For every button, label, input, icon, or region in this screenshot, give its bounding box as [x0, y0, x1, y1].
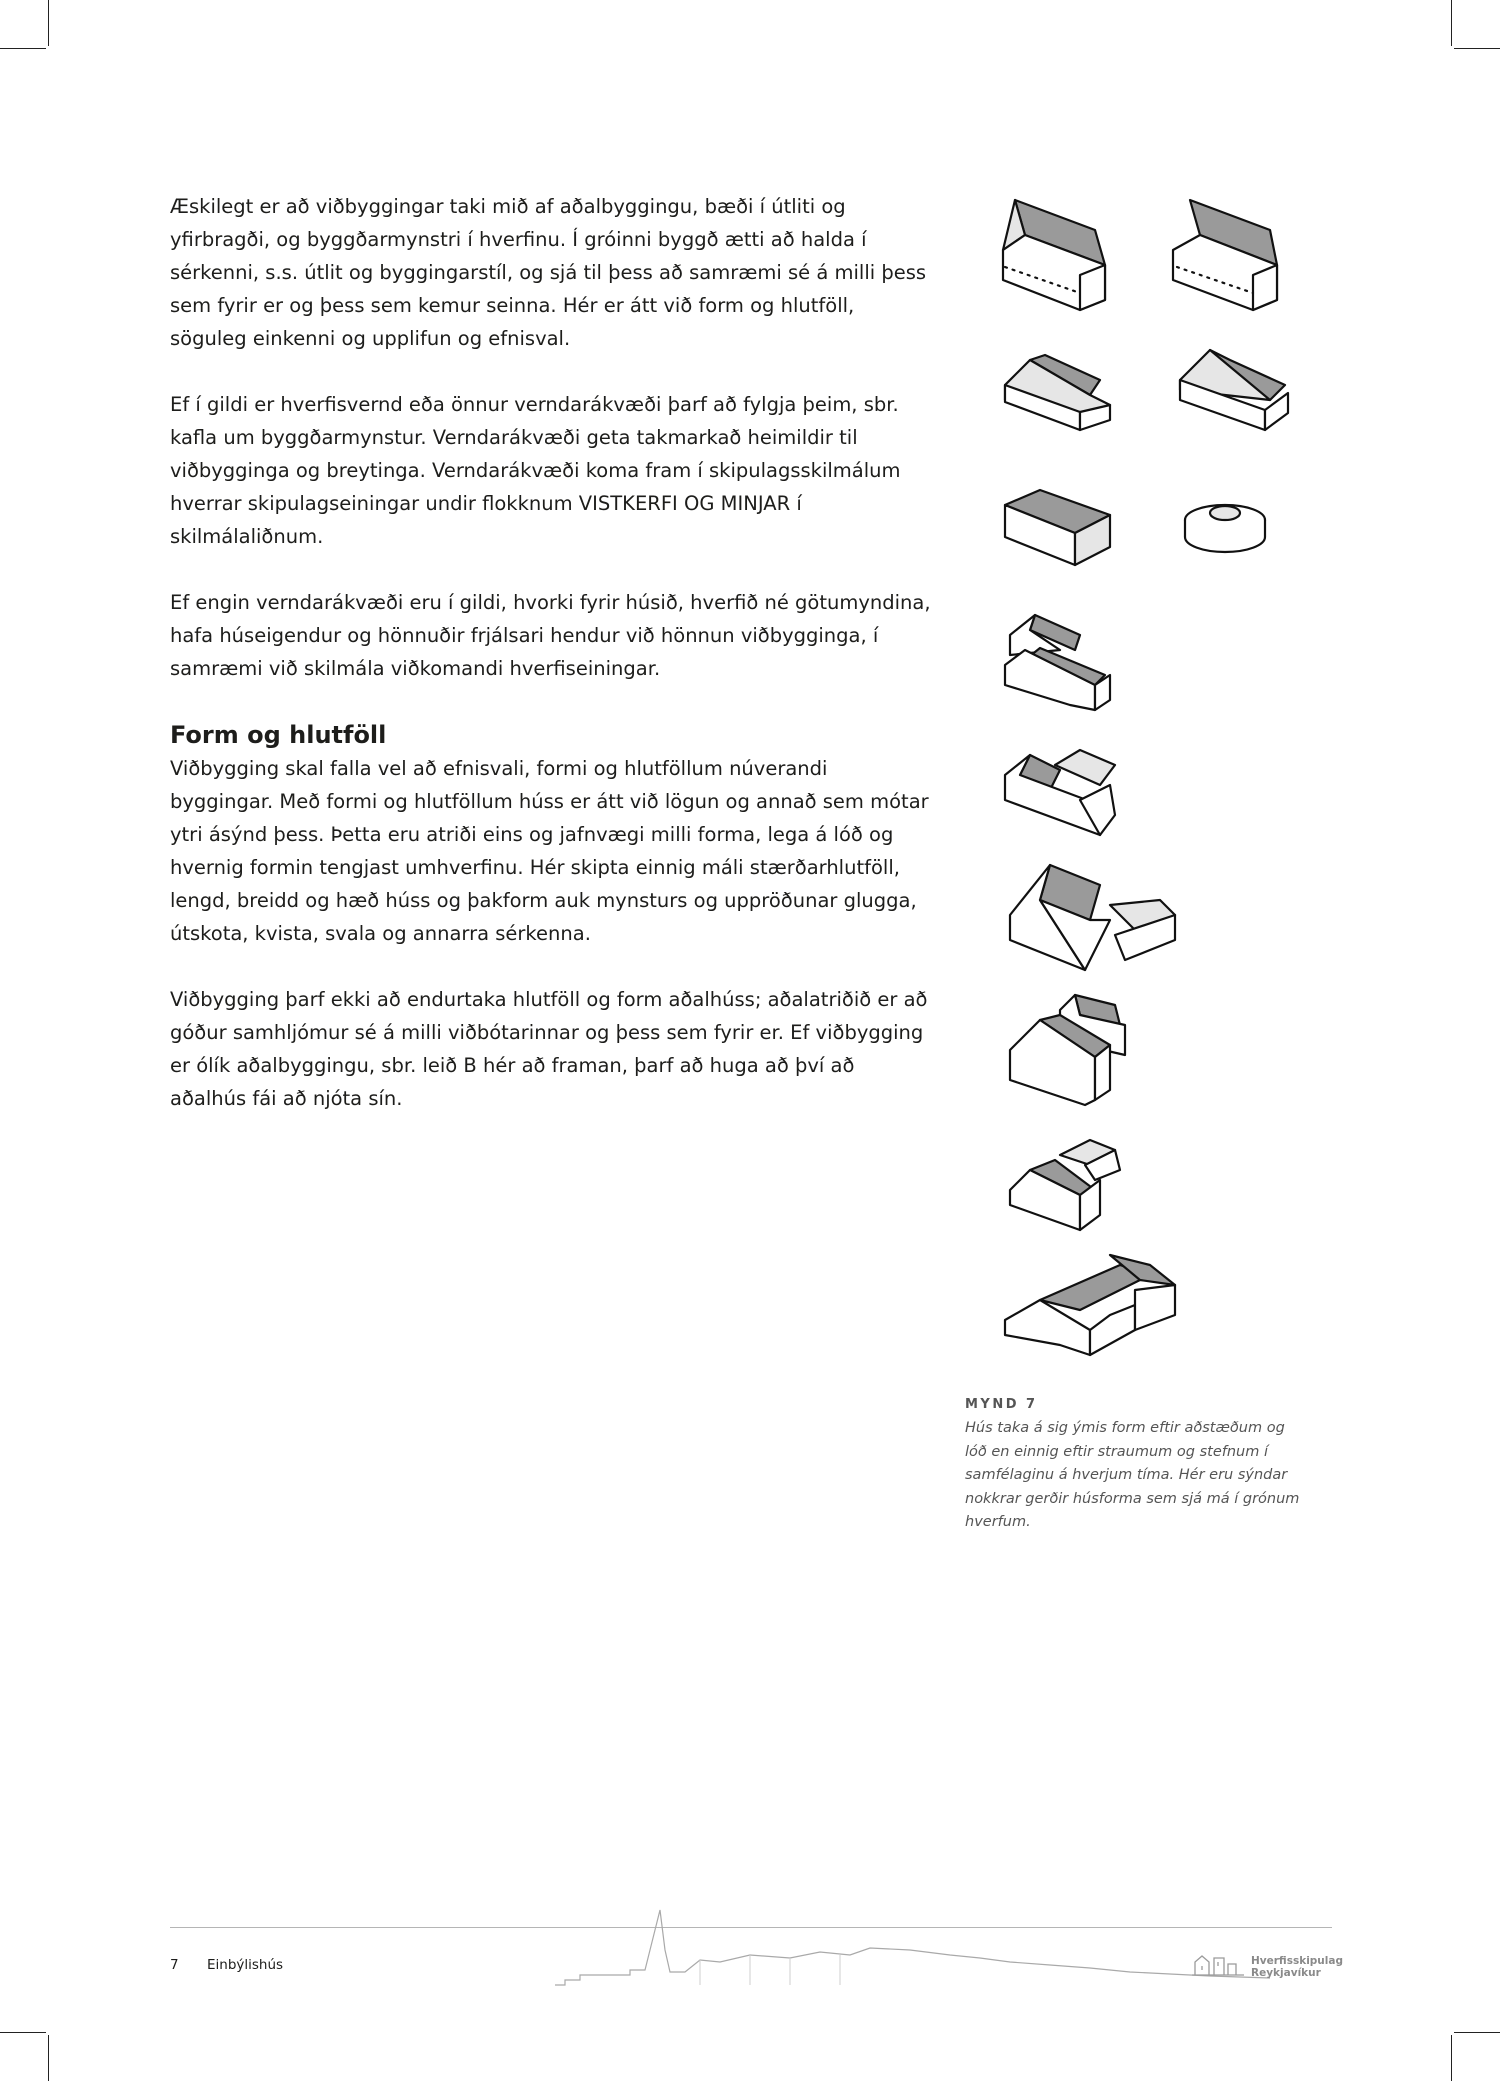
page-number: 7 — [170, 1957, 179, 1973]
house-sketch-hipped — [1170, 345, 1300, 435]
crop-mark — [0, 48, 46, 49]
main-text-column — [170, 190, 935, 1148]
house-sketch-gable-annex — [1000, 860, 1190, 990]
house-sketch-hipped — [1000, 350, 1130, 440]
house-sketch-gabled — [1165, 195, 1295, 325]
body-paragraph: Ef í gildi er hverfisvernd eða önnur verndarákvæði þarf að fylgja þeim, sbr. kafla um byggðarmynstur. Verndarákvæði geta takmarkað heimildir til viðbygginga og breytinga. Verndarákvæði koma fram í skipulagsskilmálum hverrar skipulagseiningar undir flokknum VISTKERFI OG MINJAR í skilmálaliðnum. — [170, 393, 901, 548]
house-sketch-flat-roof — [1000, 485, 1130, 575]
document-title: Einbýlishús — [207, 1957, 284, 1973]
figure-label: MYND 7 — [965, 1397, 1038, 1412]
crop-mark — [1451, 0, 1452, 46]
house-sketch-cross-wing — [1000, 745, 1130, 855]
crop-mark — [0, 2032, 46, 2033]
figure-caption — [965, 1395, 1305, 1535]
logo-line: Hverfisskipulag — [1251, 1955, 1343, 1967]
house-sketch-compound — [1000, 1135, 1170, 1255]
body-paragraph: Æskilegt er að viðbyggingar taki mið af aðalbyggingu, bæði í útliti og yfirbragði, og byggðarmynstri í hverfinu. Í gróinni byggð ætti að halda í sérkenni, s.s. útlit og byggingarstíl, og sjá til þess að samræmi sé á milli þess sem fyrir er og þess sem kemur seinna. Hér er átt við form og hlutföll, söguleg einkenni og upplifun og efnisval. — [170, 195, 927, 350]
house-sketch-u-shaped — [1000, 1245, 1200, 1365]
house-sketch-gable-tall-annex — [1000, 985, 1170, 1125]
house-sketch-l-shaped — [1000, 610, 1130, 720]
crop-mark — [1451, 2035, 1452, 2081]
hverfisskipulag-logo-icon — [1190, 1950, 1248, 1982]
house-sketch-round — [1180, 485, 1280, 565]
figure-caption-text: Hús taka á sig ýmis form eftir aðstæðum og lóð en einnig eftir straumum og stefnum í samfélaginu á hverjum tíma. Hér eru sýndar nokkrar gerðir húsforma sem sjá má í grónum hverfum. — [965, 1420, 1300, 1530]
section-paragraph: Viðbygging skal falla vel að efnisvali, formi og hlutföllum núverandi byggingar. Með formi og hlutföllum húss er átt við lögun og annað sem mótar ytri ásýnd þess. Þetta eru atriði eins og jafnvægi milli forma, lega á lóð og hvernig formin tengjast umhverfinu. Hér skipta einnig máli stærðarhlutföll, lengd, breidd og hæð húss og þakform auk mynsturs og uppröðunar glugga, útskota, kvista, svala og annarra sérkenna. — [170, 757, 929, 945]
logo-wordmark — [1251, 1955, 1343, 1979]
body-paragraph: Ef engin verndarákvæði eru í gildi, hvorki fyrir húsið, hverfið né götumyndina, hafa húseigendur og hönnuðir frjálsari hendur við hönnun viðbygginga, í samræmi við skilmála viðkomandi hverfiseiningar. — [170, 591, 931, 680]
crop-mark — [48, 2035, 49, 2081]
section-paragraph: Viðbygging þarf ekki að endurtaka hlutföll og form aðalhúss; aðalatriðið er að góður samhljómur sé á milli viðbótarinnar og þess sem fyrir er. Ef viðbygging er ólík aðalbyggingu, sbr. leið B hér að framan, þarf að huga að því að aðalhús fái að njóta sín. — [170, 988, 928, 1110]
crop-mark — [48, 0, 49, 46]
section-heading: Form og hlutföll — [170, 721, 387, 749]
logo-line: Reykjavíkur — [1251, 1967, 1321, 1979]
house-sketch-gabled — [995, 195, 1125, 325]
crop-mark — [1454, 2032, 1500, 2033]
house-forms-illustration — [985, 185, 1305, 1375]
crop-mark — [1454, 48, 1500, 49]
city-skyline-icon — [550, 1900, 1280, 1990]
